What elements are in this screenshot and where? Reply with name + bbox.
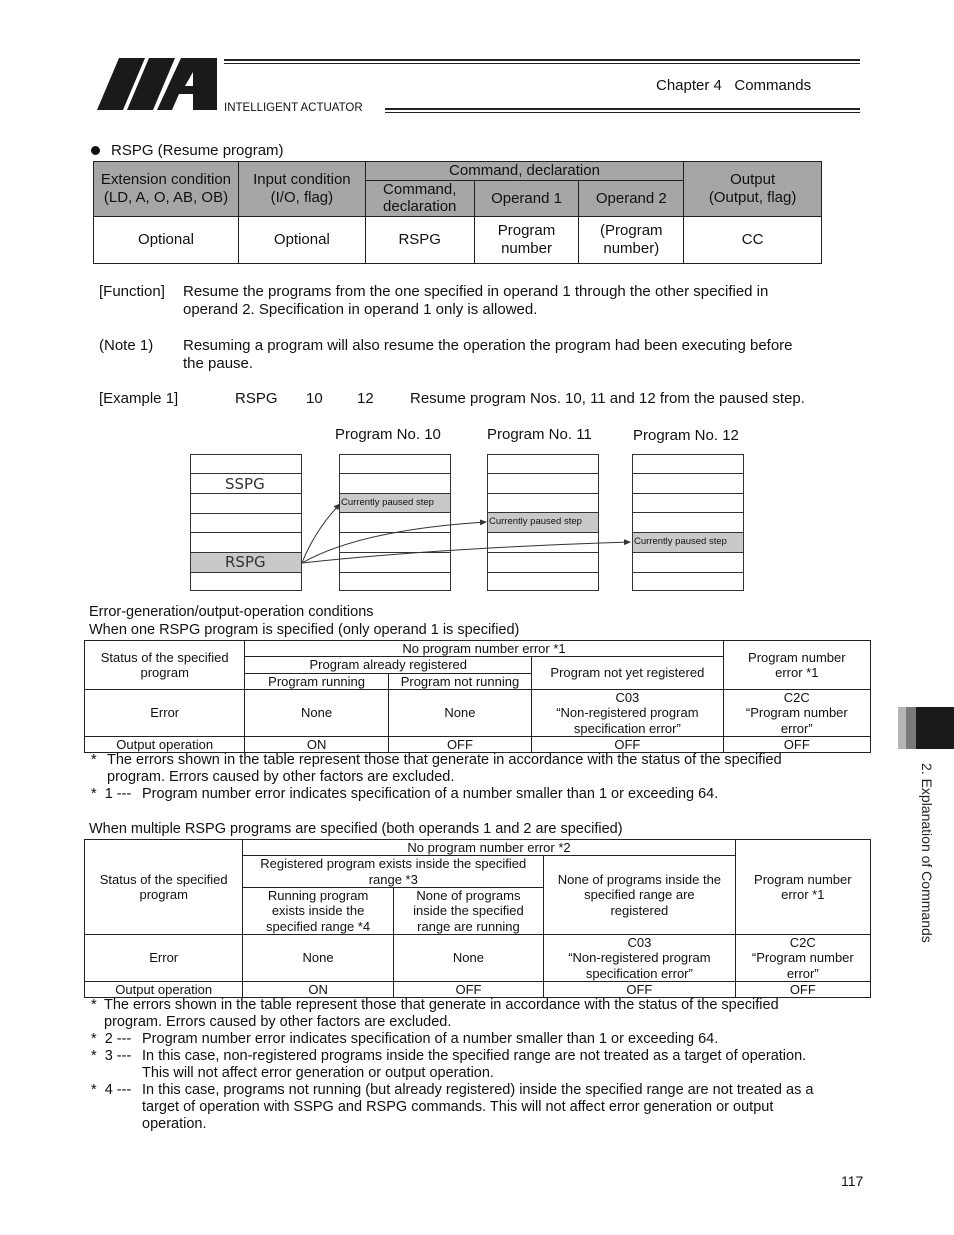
example1-cmd: RSPG: [235, 390, 278, 407]
single-program-error-table: [84, 640, 871, 753]
note-star-2c-mark: * 3 ---: [91, 1048, 132, 1064]
t1-err-pne: C2C “Program number error”: [723, 689, 870, 736]
input-condition-value: Optional: [238, 217, 365, 264]
t1-no-error-header: No program number error *1: [245, 641, 723, 657]
note-star-2d-text: In this case, programs not running (but already registered) inside the specified range are not treated as a target of operation with SSPG and RSPG commands. This will not affect error generation or output operation.: [142, 1082, 814, 1132]
t2-out-b: OFF: [393, 981, 543, 997]
output-value: CC: [684, 217, 822, 264]
side-tab-dark: [916, 707, 954, 749]
multi-program-error-table: [84, 839, 871, 998]
operand1-header: Operand 1: [474, 180, 579, 216]
ext-condition-header: Extension condition (LD, A, O, AB, OB): [94, 162, 239, 217]
t2-status-header: Status of the specified program: [85, 840, 243, 935]
note-star-1b-text: Program number error indicates specification of a number smaller than 1 or exceeding 64.: [142, 786, 719, 802]
example1-label: [Example 1]: [99, 390, 179, 407]
note1-text: Resuming a program will also resume the operation the program had been executing before the pause.: [183, 337, 793, 372]
program-10-label: Program No. 10: [335, 426, 441, 443]
t1-not-running-header: Program not running: [388, 673, 531, 689]
t2-err-a: None: [243, 934, 393, 981]
cmd-value: RSPG: [365, 217, 474, 264]
paused-step-10: Currently paused step: [340, 494, 450, 513]
program-11-label: Program No. 11: [487, 426, 592, 443]
program-12-label: Program No. 12: [633, 427, 739, 444]
t2-out-c: OFF: [544, 981, 735, 997]
section-title: RSPG (Resume program): [111, 142, 284, 159]
operand2-value: (Program number): [579, 217, 684, 264]
t1-output-label: Output operation: [85, 736, 245, 752]
note1-label: (Note 1): [99, 337, 154, 354]
side-tab-light: [898, 707, 906, 749]
t1-err-not-yet: C03 “Non-registered program specification error”: [532, 689, 723, 736]
t1-err-not-running: None: [388, 689, 531, 736]
single-program-title: When one RSPG program is specified (only operand 1 is specified): [89, 622, 520, 638]
t1-out-not-yet: OFF: [532, 736, 723, 752]
t2-none-registered-header: None of programs inside the specified range are registered: [544, 856, 735, 935]
note-star-2b-mark: * 2 ---: [91, 1031, 132, 1047]
page-number: 117: [841, 1173, 864, 1189]
t2-err-d: C2C “Program number error”: [735, 934, 870, 981]
cmd-decl-group-header: Command, declaration: [365, 162, 683, 181]
t2-out-d: OFF: [735, 981, 870, 997]
t1-err-running: None: [245, 689, 388, 736]
operand1-value: Program number: [474, 217, 579, 264]
t2-running-exists-header: Running program exists inside the specified range *4: [243, 887, 393, 934]
note-star-1b-mark: * 1 ---: [91, 786, 132, 802]
ext-condition-value: Optional: [94, 217, 239, 264]
note-star-2a-mark: *: [91, 997, 97, 1013]
example1-op1: 10: [306, 390, 323, 407]
output-header: Output (Output, flag): [684, 162, 822, 217]
t1-already-registered-header: Program already registered: [245, 657, 532, 673]
t2-output-label: Output operation: [85, 981, 243, 997]
note-star-2a-text: The errors shown in the table represent those that generate in accordance with the status of the specified program. Errors caused by other factors are excluded.: [104, 997, 779, 1030]
multi-program-title: When multiple RSPG programs are specified (both operands 1 and 2 are specified): [89, 821, 623, 837]
note-star-2b-text: Program number error indicates specification of a number smaller than 1 or exceeding 64.: [142, 1031, 719, 1047]
t2-pne-header: Program number error *1: [735, 840, 870, 935]
t2-error-label: Error: [85, 934, 243, 981]
paused-step-11: Currently paused step: [488, 513, 598, 533]
t1-running-header: Program running: [245, 673, 388, 689]
operand2-header: Operand 2: [579, 180, 684, 216]
note-star-2c-text: In this case, non-registered programs inside the specified range are not treated as a target of operation. This will not affect error generation or output operation.: [142, 1048, 807, 1081]
t1-status-header: Status of the specified program: [85, 641, 245, 690]
sspg-step-label: SSPG: [225, 475, 265, 493]
t1-out-running: ON: [245, 736, 388, 752]
t2-out-a: ON: [243, 981, 393, 997]
example1-op2: 12: [357, 390, 374, 407]
t1-out-not-running: OFF: [388, 736, 531, 752]
note-star-1a-mark: *: [91, 752, 97, 768]
side-tab-mid: [906, 707, 916, 749]
paused-step-12: Currently paused step: [633, 533, 743, 553]
t2-err-c: C03 “Non-registered program specification error”: [544, 934, 735, 981]
function-text: Resume the programs from the one specified in operand 1 through the other specified in operand 2. Specification in operand 1 only is allowed.: [183, 283, 769, 318]
t2-err-b: None: [393, 934, 543, 981]
cmd-decl-header: Command, declaration: [365, 180, 474, 216]
t1-not-yet-header: Program not yet registered: [532, 657, 723, 690]
t2-reg-exists-header: Registered program exists inside the specified range *3: [243, 856, 544, 888]
t2-no-error-header: No program number error *2: [243, 840, 735, 856]
rspg-step-label: RSPG: [225, 553, 266, 571]
example1-desc: Resume program Nos. 10, 11 and 12 from the paused step.: [410, 390, 805, 407]
t1-pne-header: Program number error *1: [723, 641, 870, 690]
t1-error-label: Error: [85, 689, 245, 736]
note-star-2d-mark: * 4 ---: [91, 1082, 132, 1098]
brand-name: INTELLIGENT ACTUATOR: [224, 102, 363, 114]
note-star-1a-text: The errors shown in the table represent those that generate in accordance with the status of the specified program. Errors caused by other factors are excluded.: [107, 752, 782, 785]
error-conditions-title: Error-generation/output-operation conditions: [89, 604, 374, 620]
t2-none-running-header: None of programs inside the specified range are running: [393, 887, 543, 934]
t1-out-pne: OFF: [723, 736, 870, 752]
function-label: [Function]: [99, 283, 165, 300]
input-condition-header: Input condition (I/O, flag): [238, 162, 365, 217]
side-tab-label: 2. Explanation of Commands: [919, 763, 935, 943]
chapter-title: Chapter 4 Commands: [656, 77, 812, 94]
